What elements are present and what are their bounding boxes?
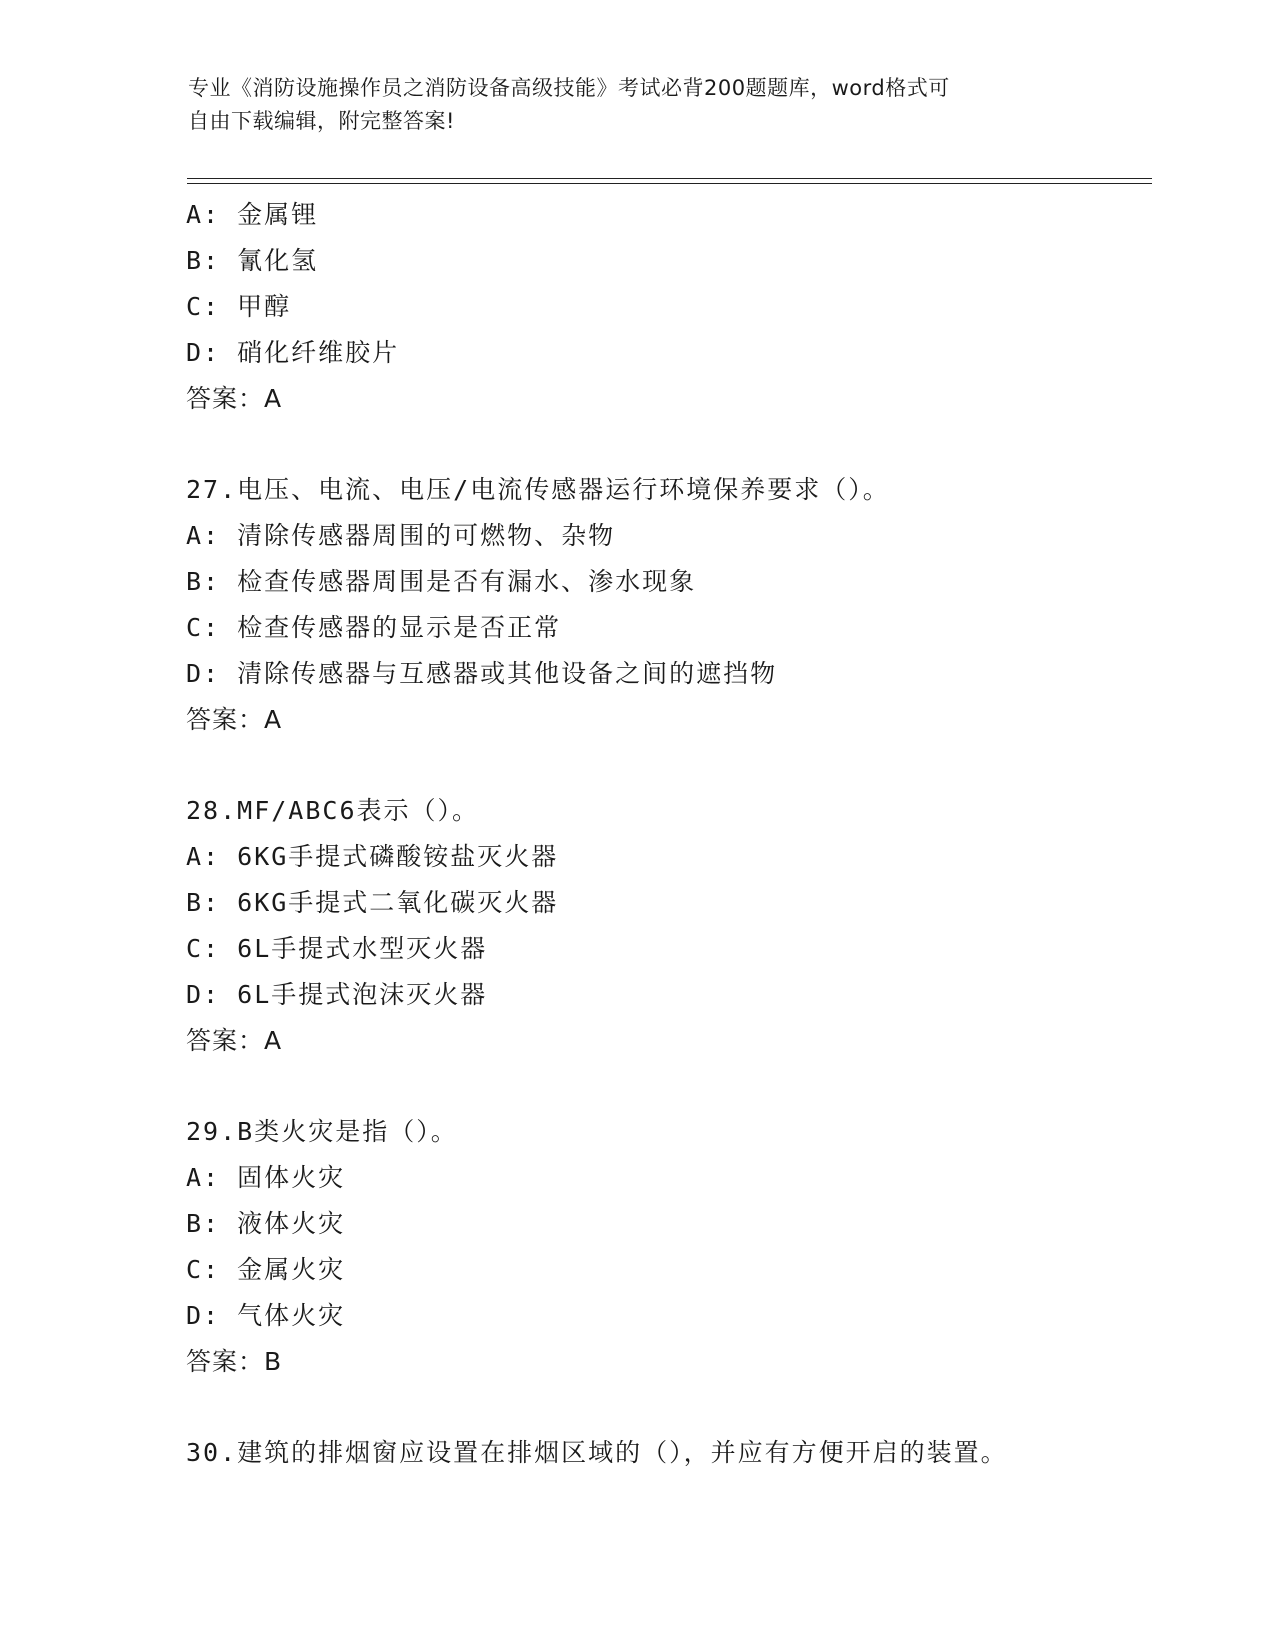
- answer: 答案：A: [186, 384, 283, 413]
- answer: 答案：A: [186, 705, 283, 734]
- option-a: A: 固体火灾: [186, 1163, 346, 1192]
- option-a: A: 6KG手提式磷酸铵盐灭火器: [186, 842, 559, 871]
- question-26-tail: [186, 192, 1146, 422]
- option-d: D: 气体火灾: [186, 1301, 346, 1330]
- option-a: A: 清除传感器周围的可燃物、杂物: [186, 521, 616, 550]
- option-c: C: 6L手提式水型灭火器: [186, 934, 488, 963]
- answer: 答案：A: [186, 1026, 283, 1055]
- option-c: C: 检查传感器的显示是否正常: [186, 613, 562, 642]
- option-c: C: 金属火灾: [186, 1255, 346, 1284]
- header-line-2: 自由下载编辑，附完整答案!: [188, 109, 455, 133]
- option-b: B: 6KG手提式二氧化碳灭火器: [186, 888, 559, 917]
- option-d: D: 6L手提式泡沫灭火器: [186, 980, 488, 1009]
- header-divider-top: [187, 178, 1152, 179]
- option-d: D: 硝化纤维胶片: [186, 338, 400, 367]
- question-29: [186, 1109, 1146, 1385]
- question-title: 29.B类火灾是指（）。: [186, 1117, 458, 1146]
- question-title: 30.建筑的排烟窗应设置在排烟区域的（），并应有方便开启的装置。: [186, 1438, 1008, 1467]
- option-b: B: 检查传感器周围是否有漏水、渗水现象: [186, 567, 697, 596]
- document-header: [188, 72, 1068, 138]
- question-title: 28.MF/ABC6表示（）。: [186, 796, 480, 825]
- header-divider-bottom: [187, 183, 1152, 184]
- header-line-1: 专业《消防设施操作员之消防设备高级技能》考试必背200题题库，word格式可: [188, 76, 950, 100]
- question-list: [186, 192, 1146, 1476]
- option-a: A: 金属锂: [186, 200, 319, 229]
- option-d: D: 清除传感器与互感器或其他设备之间的遮挡物: [186, 659, 778, 688]
- option-b: B: 液体火灾: [186, 1209, 346, 1238]
- question-title: 27.电压、电流、电压/电流传感器运行环境保养要求（）。: [186, 475, 890, 504]
- question-28: [186, 788, 1146, 1064]
- answer: 答案：B: [186, 1347, 283, 1376]
- question-27: [186, 467, 1146, 743]
- option-c: C: 甲醇: [186, 292, 292, 321]
- option-b: B: 氰化氢: [186, 246, 319, 275]
- question-30: [186, 1430, 1146, 1476]
